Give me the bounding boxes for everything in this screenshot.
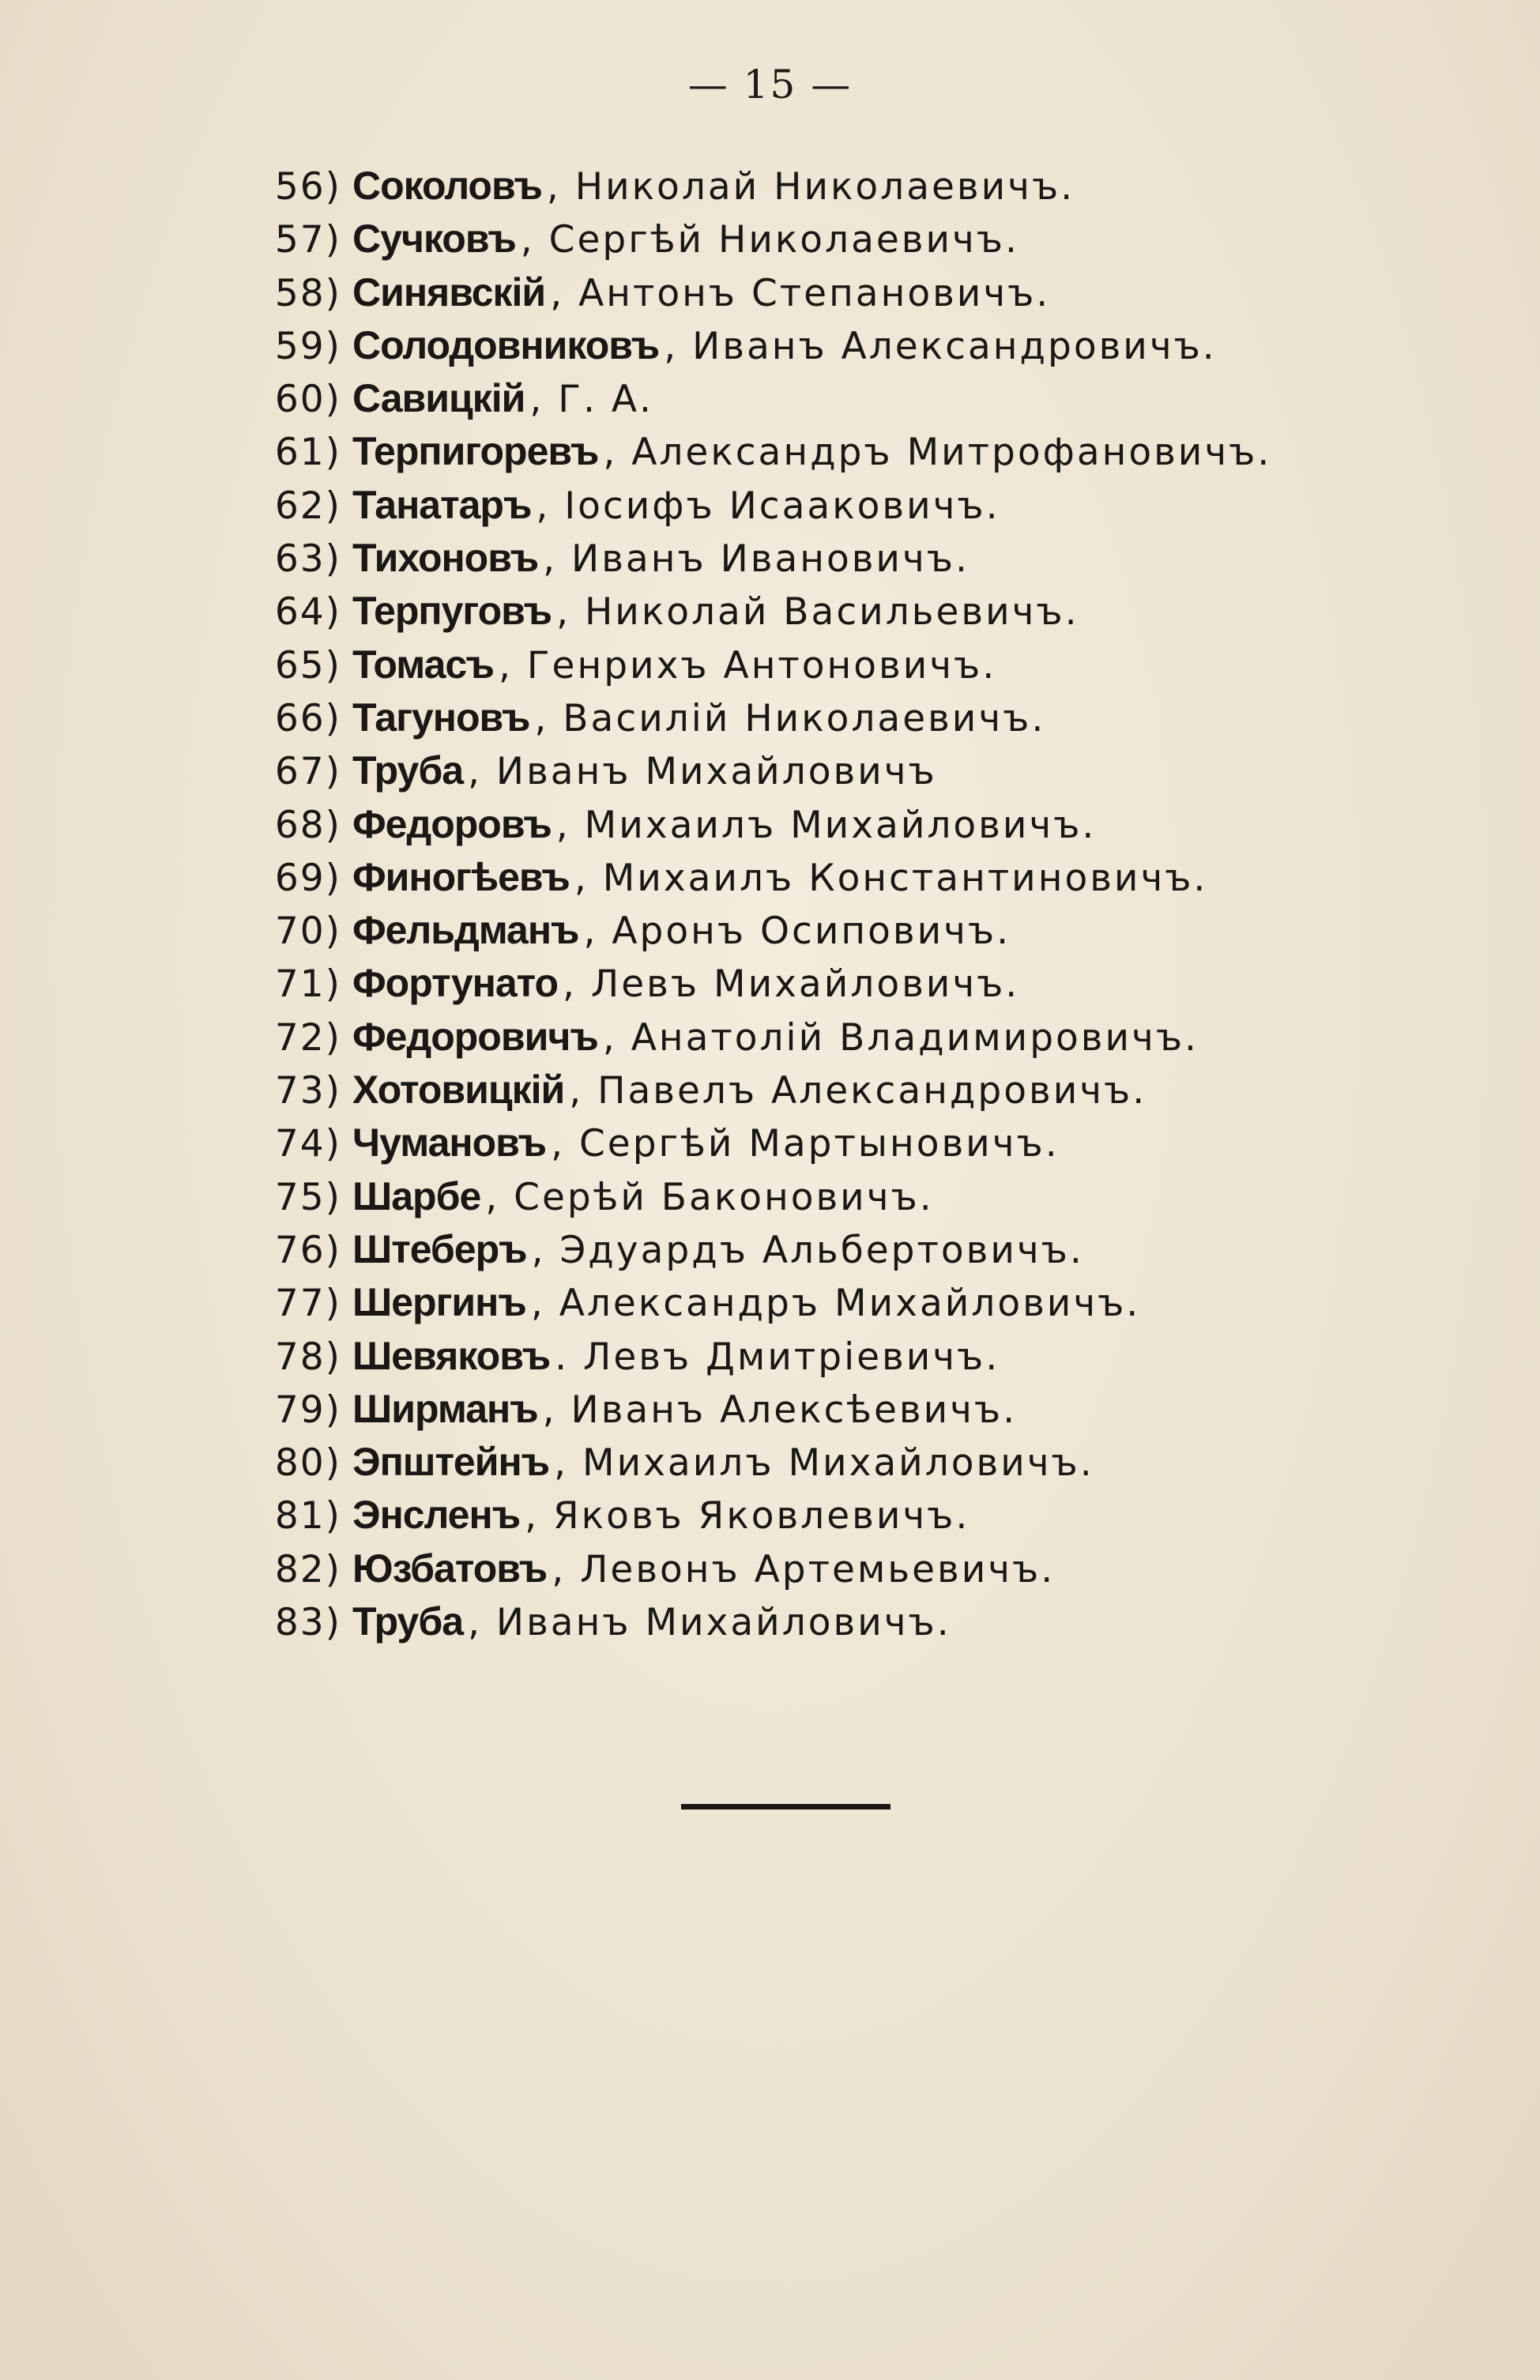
list-entry [237, 1170, 1383, 1223]
list-entry [237, 319, 1383, 372]
list-entry [237, 213, 1383, 265]
list-entry [237, 1489, 1383, 1542]
entry-number: 68) [274, 803, 341, 847]
list-entry [237, 798, 1383, 851]
list-entry [237, 851, 1383, 904]
entry-number: 69) [274, 856, 341, 900]
entry-number: 58) [274, 271, 341, 315]
entry-surname: Фельдманъ [352, 908, 579, 953]
entry-surname: Танатаръ [352, 482, 532, 527]
entry-number: 72) [274, 1015, 341, 1060]
entry-surname: Синявскій [352, 269, 546, 314]
entry-given-names: , Яковъ Яковлевичъ. [525, 1494, 970, 1538]
entry-given-names: , Іосифъ Исааковичъ. [536, 484, 1000, 528]
entry-surname: Эпштейнъ [352, 1440, 550, 1485]
entry-number: 66) [274, 696, 341, 740]
entry-surname: Юзбатовъ [352, 1546, 548, 1591]
entry-number: 73) [274, 1069, 341, 1113]
name-list [237, 160, 1383, 1648]
list-entry [237, 1223, 1383, 1276]
entry-number: 60) [274, 378, 341, 422]
list-entry [237, 160, 1383, 213]
list-entry [237, 957, 1383, 1010]
list-entry [237, 1117, 1383, 1169]
entry-given-names: . Левъ Дмитріевичъ. [555, 1335, 1000, 1379]
entry-number: 76) [274, 1228, 341, 1272]
list-entry [237, 691, 1383, 744]
list-entry [237, 585, 1383, 638]
entry-number: 75) [274, 1175, 341, 1219]
entry-given-names: , Николай Николаевичъ. [546, 165, 1075, 209]
list-entry [237, 1383, 1383, 1436]
entry-number: 57) [274, 218, 341, 262]
entry-surname: Штеберъ [352, 1226, 527, 1271]
entry-surname: Тихоновъ [352, 536, 539, 581]
entry-surname: Хотовицкій [352, 1068, 565, 1113]
entry-given-names: , Генрихъ Антоновичъ. [499, 643, 997, 687]
entry-given-names: , Эдуардъ Альбертовичъ. [531, 1228, 1084, 1272]
entry-surname: Солодовниковъ [352, 322, 660, 367]
entry-surname: Терпигоревъ [352, 429, 599, 474]
entry-number: 62) [274, 484, 341, 528]
entry-number: 65) [274, 643, 341, 687]
end-rule [681, 1804, 890, 1809]
entry-surname: Сучковъ [352, 217, 516, 262]
entry-surname: Труба [352, 748, 464, 793]
list-entry [237, 638, 1383, 691]
list-entry [237, 479, 1383, 532]
entry-number: 83) [274, 1601, 341, 1645]
list-entry [237, 1595, 1383, 1648]
entry-surname: Тагуновъ [352, 695, 530, 740]
list-entry [237, 1276, 1383, 1329]
entry-number: 61) [274, 431, 341, 475]
entry-given-names: , Анатолій Владимировичъ. [602, 1015, 1199, 1060]
entry-surname: Труба [352, 1599, 464, 1644]
list-entry [237, 1436, 1383, 1489]
list-entry [237, 1011, 1383, 1064]
list-entry [237, 1330, 1383, 1383]
entry-given-names: , Павелъ Александровичъ. [569, 1069, 1147, 1113]
entry-surname: Соколовъ [352, 164, 542, 208]
entry-number: 78) [274, 1335, 341, 1379]
entry-given-names: , Левонъ Артемьевичъ. [552, 1547, 1056, 1591]
entry-surname: Шергинъ [352, 1280, 526, 1325]
entry-surname: Федоровичъ [352, 1014, 598, 1059]
entry-given-names: , Иванъ Михайловичъ. [468, 1601, 951, 1645]
entry-number: 56) [274, 165, 341, 209]
entry-number: 70) [274, 909, 341, 954]
entry-number: 81) [274, 1494, 341, 1538]
entry-given-names: , Николай Васильевичъ. [556, 590, 1079, 635]
entry-surname: Шевяковъ [352, 1333, 551, 1378]
entry-surname: Терпуговъ [352, 589, 552, 634]
entry-surname: Финогѣевъ [352, 854, 570, 899]
entry-given-names: , Иванъ Ивановичъ. [543, 537, 970, 582]
entry-given-names: , Антонъ Степановичъ. [550, 271, 1051, 315]
list-entry [237, 744, 1383, 797]
list-entry [237, 1064, 1383, 1117]
page-number: — 15 — [687, 62, 853, 107]
list-entry [237, 1542, 1383, 1595]
entry-given-names: , Александръ Михайловичъ. [530, 1282, 1141, 1326]
entry-number: 79) [274, 1388, 341, 1432]
entry-given-names: , Серѣй Баконовичъ. [485, 1175, 934, 1219]
entry-surname: Шарбе [352, 1173, 481, 1218]
entry-surname: Чумановъ [352, 1120, 547, 1166]
entry-surname: Савицкій [352, 376, 525, 421]
entry-number: 63) [274, 537, 341, 582]
entry-number: 59) [274, 324, 341, 368]
entry-number: 67) [274, 750, 341, 794]
entry-given-names: , Михаилъ Михайловичъ. [555, 803, 1097, 847]
entry-number: 77) [274, 1282, 341, 1326]
entry-given-names: , Александръ Митрофановичъ. [603, 431, 1272, 475]
entry-given-names: , Г. А. [529, 378, 653, 422]
list-entry [237, 532, 1383, 585]
entry-given-names: , Василій Николаевичъ. [534, 696, 1046, 740]
entry-surname: Энсленъ [352, 1493, 521, 1538]
entry-number: 80) [274, 1441, 341, 1486]
entry-given-names: , Сергѣй Николаевичъ. [520, 218, 1019, 262]
entry-surname: Фортунато [352, 961, 559, 1006]
entry-surname: Томасъ [352, 642, 495, 687]
entry-given-names: , Иванъ Михайловичъ [468, 750, 937, 794]
entry-given-names: , Михаилъ Михайловичъ. [554, 1441, 1094, 1486]
entry-given-names: , Иванъ Алексѣевичъ. [542, 1388, 1018, 1432]
list-entry [237, 904, 1383, 957]
entry-given-names: , Сергѣй Мартыновичъ. [551, 1122, 1060, 1166]
list-entry [237, 372, 1383, 425]
entry-number: 64) [274, 590, 341, 635]
entry-surname: Федоровъ [352, 801, 552, 846]
entry-given-names: , Михаилъ Константиновичъ. [574, 856, 1208, 900]
entry-given-names: , Левъ Михайловичъ. [563, 962, 1020, 1007]
entry-number: 74) [274, 1122, 341, 1166]
list-entry [237, 425, 1383, 478]
entry-number: 82) [274, 1547, 341, 1591]
list-entry [237, 266, 1383, 319]
entry-number: 71) [274, 962, 341, 1007]
entry-given-names: , Иванъ Александровичъ. [664, 324, 1217, 368]
entry-given-names: , Аронъ Осиповичъ. [583, 909, 1011, 954]
entry-surname: Ширманъ [352, 1386, 538, 1431]
